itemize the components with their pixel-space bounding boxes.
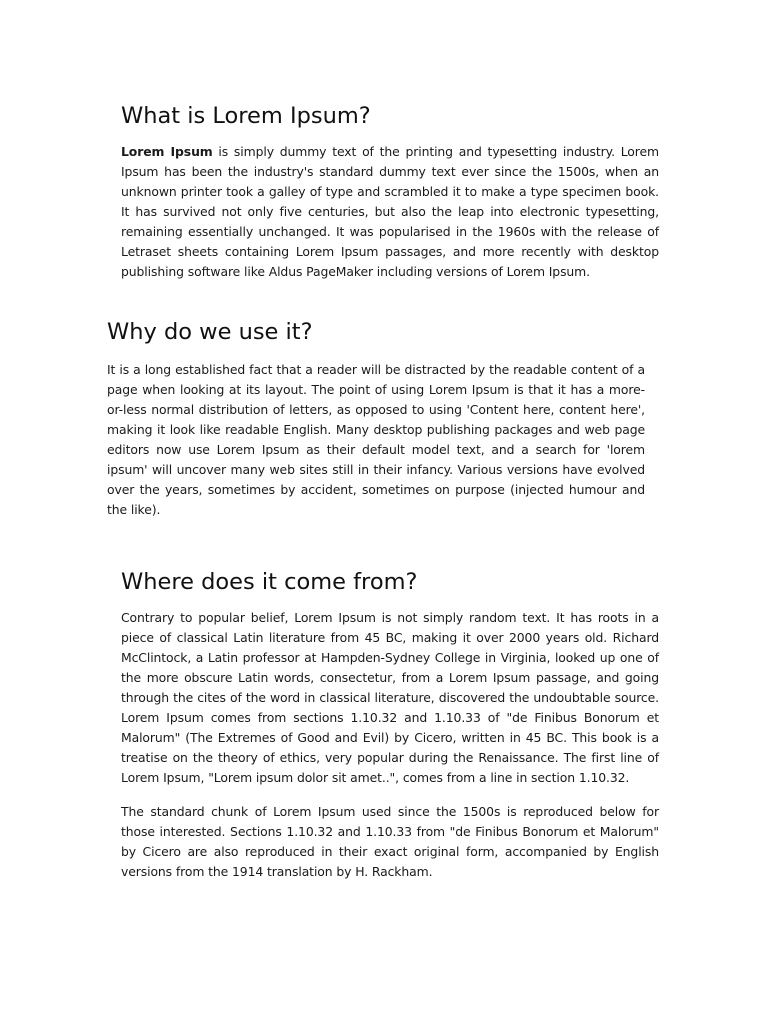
paragraph-standard-chunk: The standard chunk of Lorem Ipsum used since the 1500s is reproduced below for those interested. Sections 1.10.32 and 1.10.33 from "de Finibus Bonorum et Malorum" by Cicero are also reproduced in their exact original form, accompanied by English versions from the 1914 translation by H. Rackham. — [121, 804, 659, 879]
paragraph-body-text: is simply dummy text of the printing and typesetting industry. Lorem Ipsum has been the industry's standard dummy text ever since the 1500s, when an unknown printer took a galley of type and scrambled it to make a type specimen book. It has survived not only five centuries, but also the leap into electronic typesetting, remaining essentially unchanged. It was popularised in the 1960s with the release of Letraset sheets containing Lorem Ipsum passages, and more recently with desktop publishing software like Aldus PageMaker including versions of Lorem Ipsum. — [121, 144, 660, 279]
heading-what-is-lorem-ipsum: What is Lorem Ipsum? — [121, 103, 371, 129]
heading-why-do-we-use-it: Why do we use it? — [107, 319, 313, 345]
section-what-is-lorem-ipsum — [121, 100, 659, 282]
section-where-does-it-come-from — [121, 566, 659, 882]
paragraph-why-do-we-use-it: It is a long established fact that a reader will be distracted by the readable content of a page when looking at its layout. The point of using Lorem Ipsum is that it has a more-or-less normal distribution of letters, as opposed to using 'Content here, content here', making it look like readable English. Many desktop publishing packages and web page editors now use Lorem Ipsum as their default model text, and a search for 'lorem ipsum' will uncover many web sites still in their infancy. Various versions have evolved over the years, sometimes by accident, sometimes on purpose (injected humour and the like). — [107, 362, 645, 517]
heading-where-does-it-come-from: Where does it come from? — [121, 569, 418, 595]
paragraph-origin: Contrary to popular belief, Lorem Ipsum is not simply random text. It has roots in a piece of classical Latin literature from 45 BC, making it over 2000 years old. Richard McClintock, a Latin professor at Hampden-Sydney College in Virginia, looked up one of the more obscure Latin words, consectetur, from a Lorem Ipsum passage, and going through the cites of the word in classical literature, discovered the undoubtable source. Lorem Ipsum comes from sections 1.10.32 and 1.10.33 of "de Finibus Bonorum et Malorum" (The Extremes of Good and Evil) by Cicero, written in 45 BC. This book is a treatise on the theory of ethics, very popular during the Renaissance. The first line of Lorem Ipsum, "Lorem ipsum dolor sit amet..", comes from a line in section 1.10.32. — [121, 610, 659, 785]
bold-lead-text: Lorem Ipsum — [121, 144, 213, 159]
paragraph-what-is-lorem-ipsum — [121, 142, 659, 282]
section-why-do-we-use-it — [107, 316, 645, 520]
